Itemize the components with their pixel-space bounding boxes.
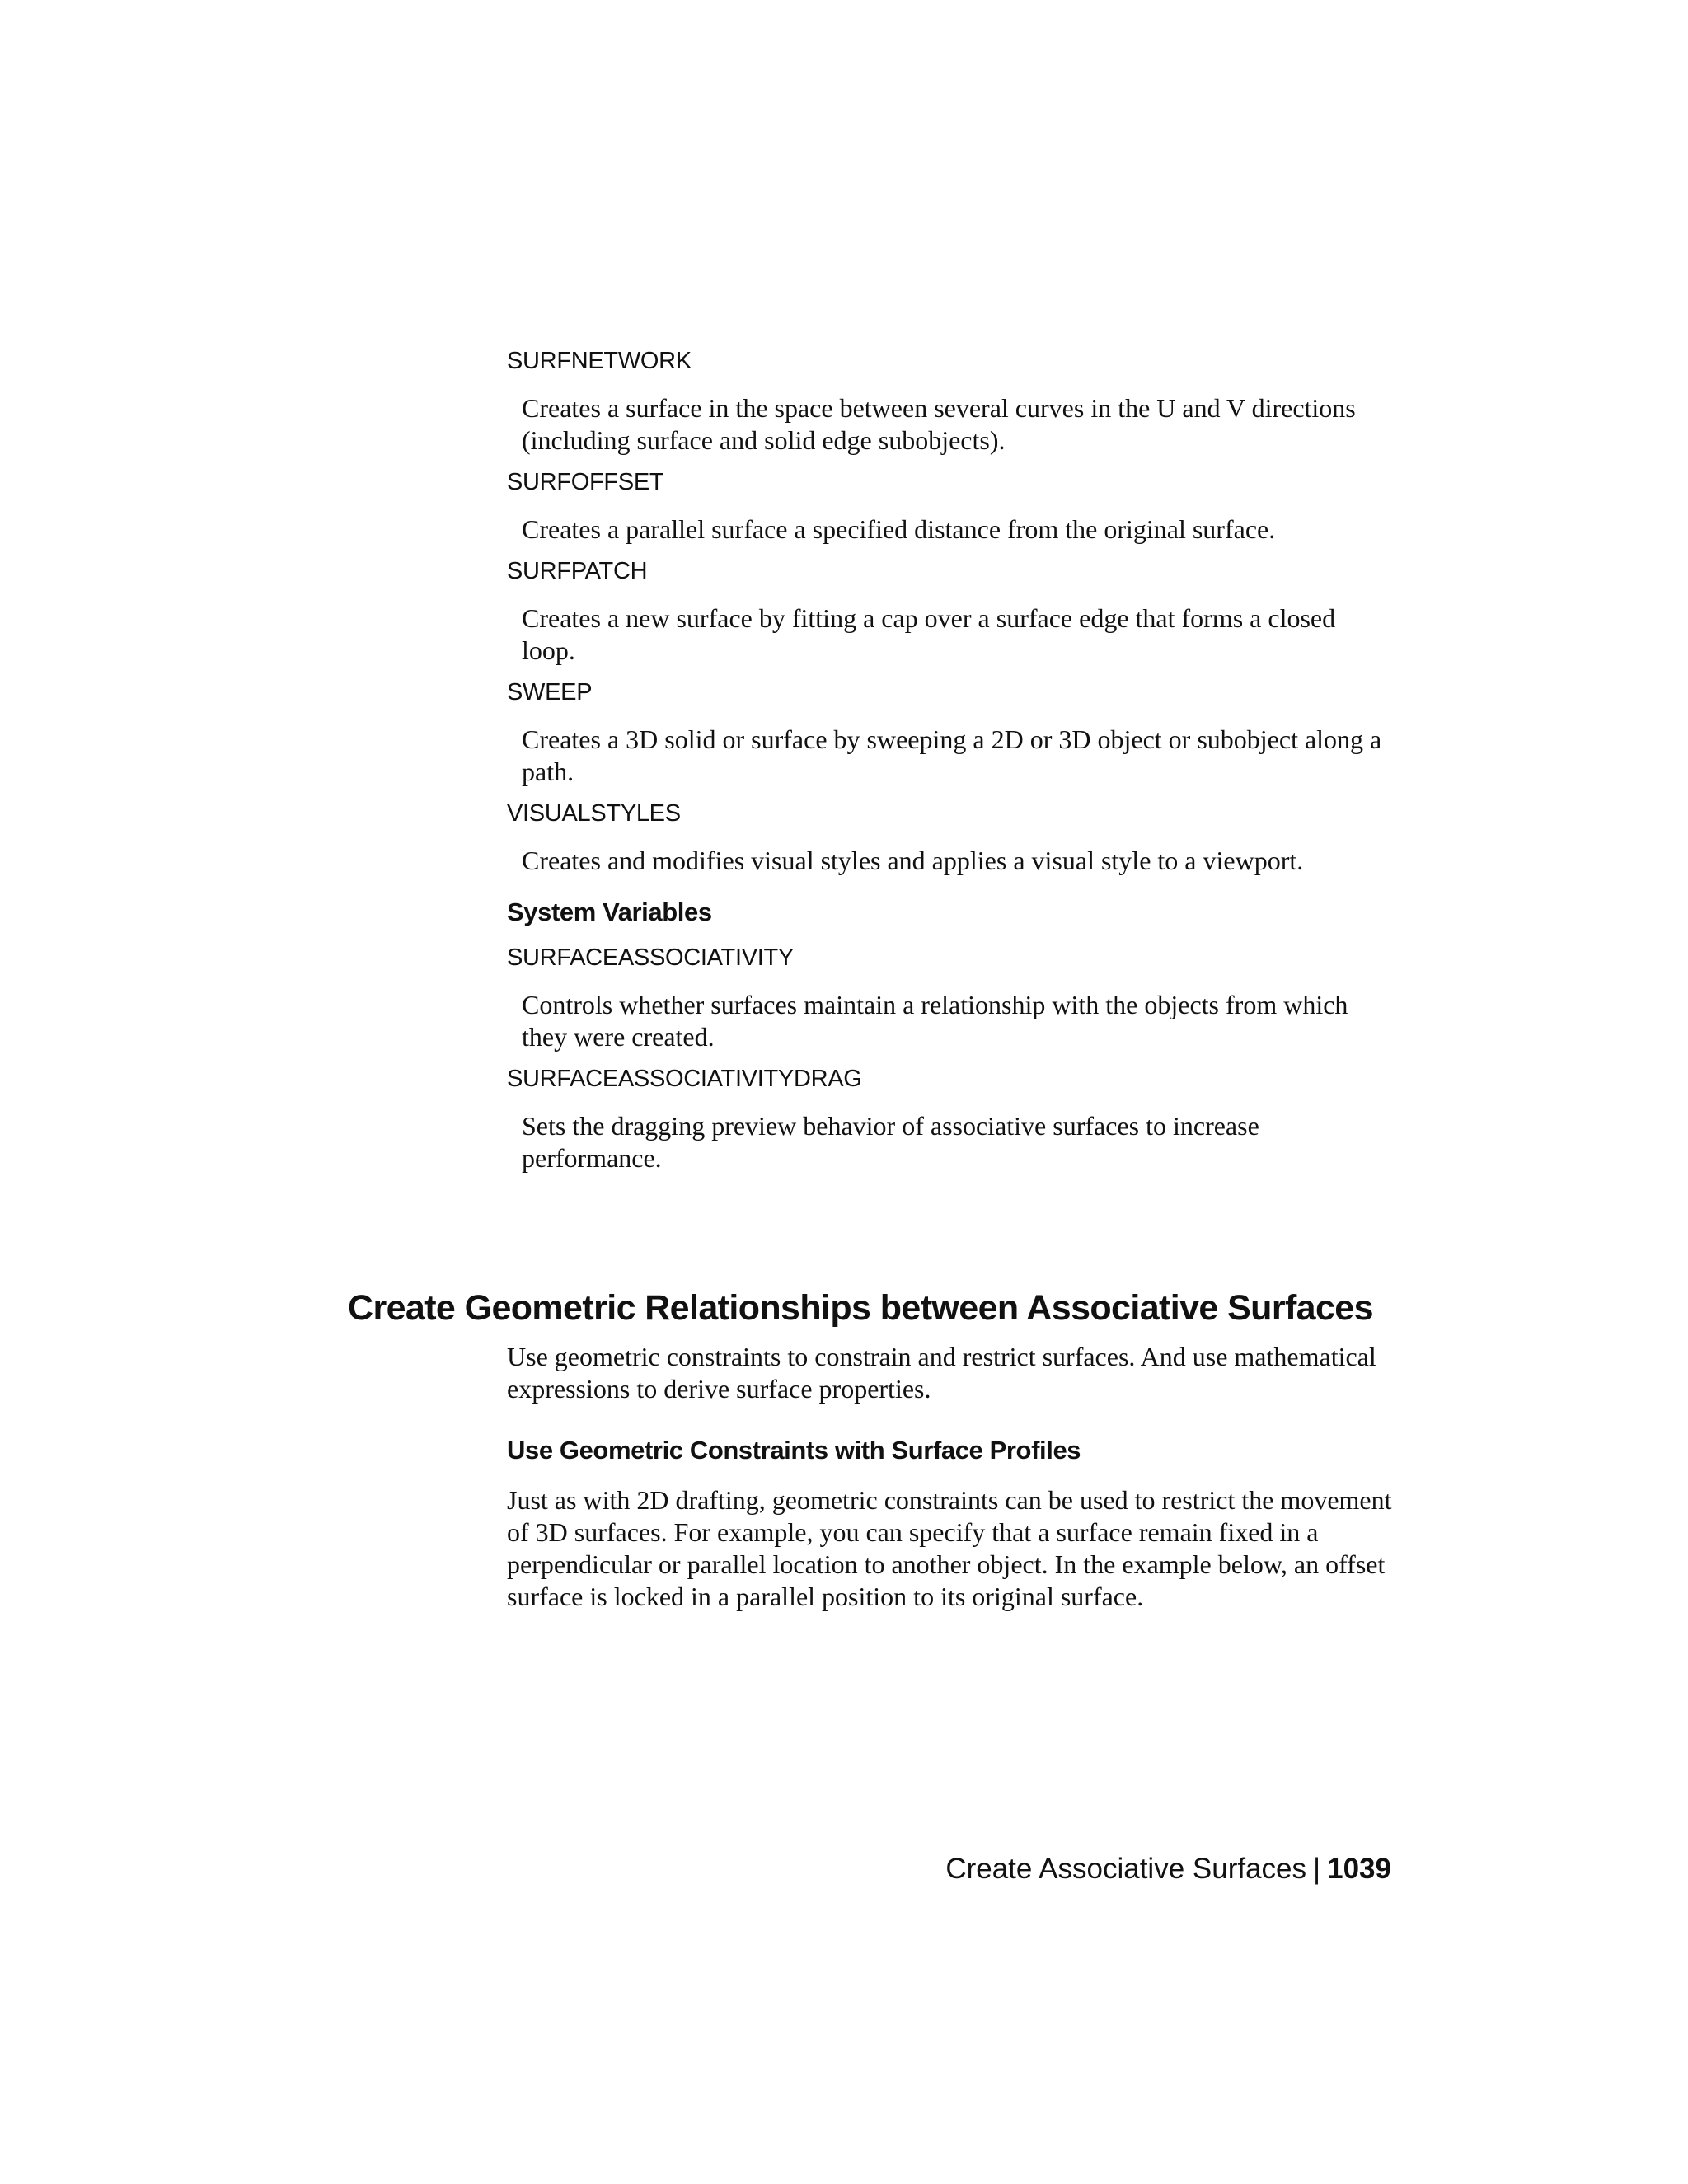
command-description-visualstyles: Creates and modifies visual styles and applies a visual style to a viewport. <box>522 846 1304 875</box>
command-term-surfnetwork: SURFNETWORK <box>507 348 692 374</box>
command-term-surfoffset: SURFOFFSET <box>507 469 664 495</box>
section-body <box>507 1341 1397 1643</box>
command-description-surfoffset: Creates a parallel surface a specified distance from the original surface. <box>522 514 1276 544</box>
command-description-surfnetwork: Creates a surface in the space between several curves in the U and V directions (including surface and solid edge subobjects). <box>522 393 1356 455</box>
section-title: Create Geometric Relationships between Associative Surfaces <box>348 1288 1373 1328</box>
sysvar-description-surfaceassociativitydrag: Sets the dragging preview behavior of associative surfaces to increase performance. <box>522 1111 1259 1173</box>
footer-chapter-title: Create Associative Surfaces <box>945 1853 1307 1885</box>
sysvar-term-surfaceassociativitydrag: SURFACEASSOCIATIVITYDRAG <box>507 1066 862 1092</box>
page-number: 1039 <box>1327 1853 1391 1885</box>
command-list <box>507 346 1393 1185</box>
command-term-sweep: SWEEP <box>507 679 593 705</box>
section-body-paragraph: Just as with 2D drafting, geometric constraints can be used to restrict the movement of 3D surfaces. For example, you can specify that a surface remain fixed in a perpendicular or parallel location to another object. In the example below, an offset surface is locked in a parallel position to its original surface. <box>507 1485 1392 1611</box>
command-term-surfpatch: SURFPATCH <box>507 558 648 584</box>
section-intro: Use geometric constraints to constrain and restrict surfaces. And use mathematical expressions to derive surface properties. <box>507 1342 1376 1404</box>
page-footer <box>945 1851 1391 1887</box>
footer-separator: | <box>1313 1853 1321 1885</box>
command-description-sweep: Creates a 3D solid or surface by sweeping a 2D or 3D object or subobject along a path. <box>522 724 1382 786</box>
command-term-visualstyles: VISUALSTYLES <box>507 800 681 827</box>
section-subheading: Use Geometric Constraints with Surface Profiles <box>507 1436 1081 1465</box>
sysvar-term-surfaceassociativity: SURFACEASSOCIATIVITY <box>507 944 794 971</box>
command-description-surfpatch: Creates a new surface by fitting a cap over a surface edge that forms a closed loop. <box>522 603 1336 665</box>
system-variables-heading: System Variables <box>507 898 712 926</box>
sysvar-description-surfaceassociativity: Controls whether surfaces maintain a relationship with the objects from which they were created. <box>522 990 1348 1052</box>
